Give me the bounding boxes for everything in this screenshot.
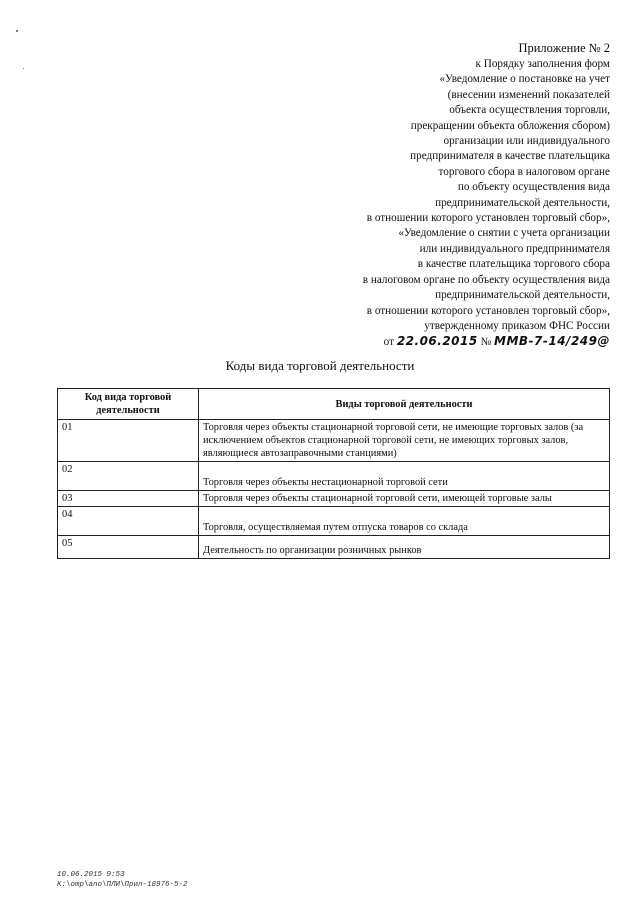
activity-code: 03 bbox=[58, 491, 199, 507]
appendix-line: Приложение № 2 bbox=[518, 41, 610, 55]
file-path: K:\omp\ano\ПЛИ\Прил-18976-5-2 bbox=[57, 881, 188, 889]
appendix-line: по объекту осуществления вида bbox=[457, 181, 610, 194]
appendix-line: в налоговом органе по объекту осуществления вида bbox=[362, 273, 610, 286]
appendix-line: в отношении которого установлен торговый сбор», bbox=[366, 212, 610, 225]
appendix-line: утвержденному приказом ФНС России bbox=[424, 319, 610, 332]
table-row bbox=[58, 420, 610, 462]
order-date: 22.06.2015 bbox=[396, 334, 478, 349]
column-header-kind: Виды торговой деятельности bbox=[199, 389, 610, 420]
scan-speck bbox=[23, 68, 24, 69]
appendix-line: к Порядку заполнения форм bbox=[475, 58, 610, 70]
order-number: ММВ-7-14/249@ bbox=[494, 334, 610, 349]
order-prefix: от bbox=[383, 336, 395, 349]
appendix-line: предпринимателя в качестве плательщика bbox=[410, 150, 610, 163]
activity-description: Деятельность по организации розничных рынков bbox=[199, 536, 610, 559]
appendix-line: объекта осуществления торговли, bbox=[449, 104, 610, 117]
activity-code: 04 bbox=[58, 507, 199, 536]
appendix-line: или индивидуального предпринимателя bbox=[419, 242, 610, 255]
appendix-line: «Уведомление о постановке на учет bbox=[439, 73, 610, 86]
appendix-line: торгового сбора в налоговом органе bbox=[438, 165, 610, 178]
appendix-line: организации или индивидуального bbox=[443, 135, 610, 148]
activity-code: 05 bbox=[58, 536, 199, 559]
order-reference bbox=[280, 334, 610, 350]
appendix-line: предпринимательской деятельности, bbox=[435, 289, 610, 302]
print-timestamp: 10.06.2015 9:53 bbox=[57, 871, 125, 879]
activity-description: Торговля через объекты стационарной торговой сети, не имеющие торговых залов (за исключением объектов стационарной торговой сети, не имеющих торговых залов, являющиеся автозаправочными станциями) bbox=[199, 420, 610, 462]
activity-code: 02 bbox=[58, 462, 199, 491]
table-row bbox=[58, 536, 610, 559]
activity-code: 01 bbox=[58, 420, 199, 462]
appendix-line: «Уведомление о снятии с учета организации bbox=[398, 227, 610, 240]
table-row bbox=[58, 462, 610, 491]
scan-speck bbox=[16, 30, 18, 32]
order-number-sign: № bbox=[480, 336, 492, 349]
codes-table bbox=[57, 388, 610, 559]
appendix-block bbox=[280, 40, 610, 351]
table-row bbox=[58, 507, 610, 536]
table-row bbox=[58, 491, 610, 507]
appendix-line: в качестве плательщика торгового сбора bbox=[417, 258, 610, 271]
appendix-line: прекращении объекта обложения сбором) bbox=[410, 119, 610, 132]
page-title: Коды вида торговой деятельности bbox=[225, 358, 415, 373]
print-footer bbox=[57, 870, 188, 890]
activity-description: Торговля, осуществляемая путем отпуска товаров со склада bbox=[199, 507, 610, 536]
activity-description: Торговля через объекты нестационарной торговой сети bbox=[199, 462, 610, 491]
column-header-code: Код вида торговой деятельности bbox=[58, 389, 199, 420]
table-header-row bbox=[58, 389, 610, 420]
appendix-line: предпринимательской деятельности, bbox=[435, 196, 610, 209]
activity-description: Торговля через объекты стационарной торговой сети, имеющей торговые залы bbox=[199, 491, 610, 507]
appendix-line: в отношении которого установлен торговый сбор», bbox=[366, 304, 610, 317]
appendix-line: (внесении изменений показателей bbox=[447, 88, 610, 101]
